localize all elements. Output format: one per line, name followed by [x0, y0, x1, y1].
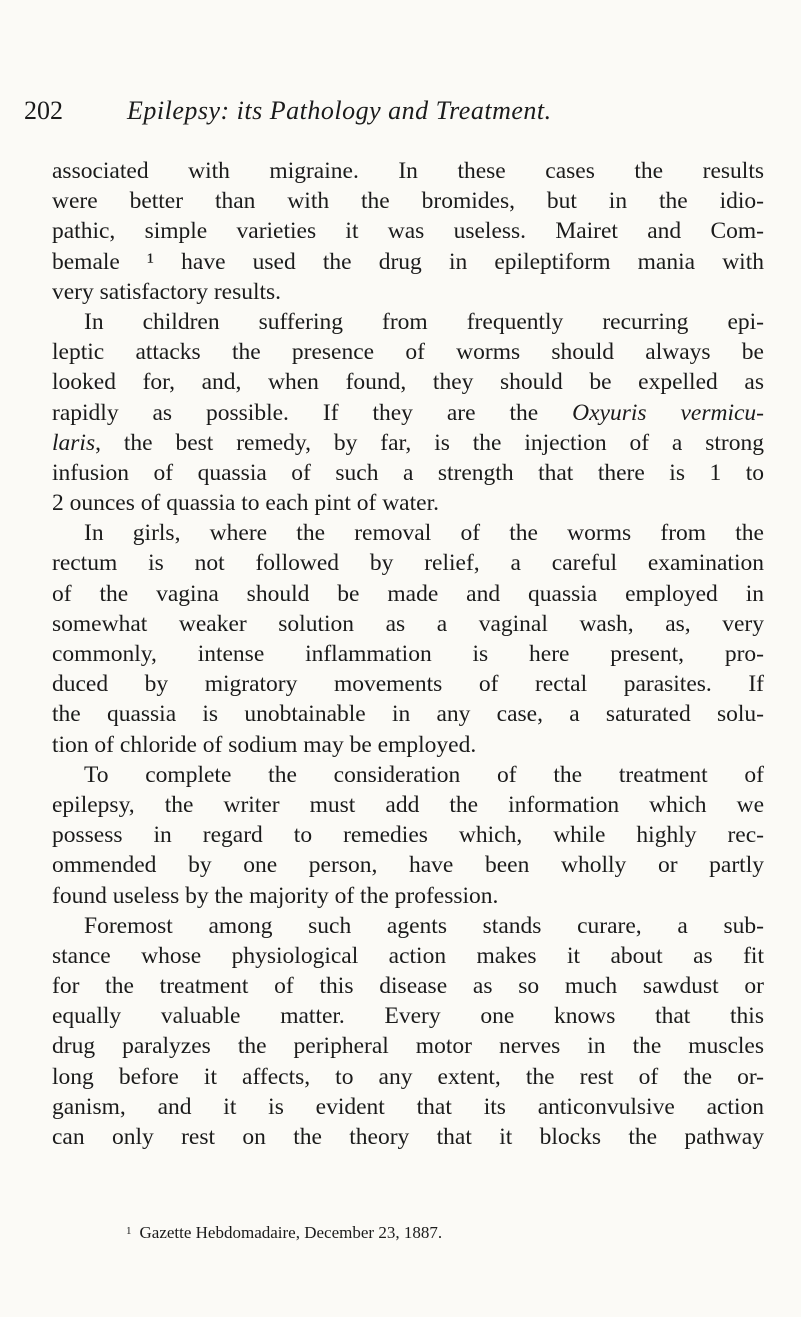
text-line: To complete the consideration of the treatment of — [84, 761, 764, 788]
footnote-marker: 1 — [126, 1225, 132, 1237]
text-line: rectum is not followed by relief, a careful examination — [52, 550, 764, 577]
text-line: found useless by the majority of the profession. — [52, 882, 499, 909]
running-title: Epilepsy: its Pathology and Treatment. — [127, 96, 552, 125]
text-line: ganism, and it is evident that its anticonvulsive action — [52, 1093, 764, 1120]
text-line: duced by migratory movements of rectal parasites. If — [52, 671, 764, 698]
text-line: the quassia is unobtainable in any case, a saturated solu- — [52, 701, 764, 728]
text-line: for the treatment of this disease as so much sawdust or — [52, 973, 764, 1000]
text-line: laris, the best remedy, by far, is the injection of a strong — [52, 429, 764, 456]
footnote — [126, 1223, 442, 1243]
text-line: pathic, simple varieties it was useless. Mairet and Com- — [52, 218, 764, 245]
text-line: rapidly as possible. If they are the Oxyuris vermicu- — [52, 399, 764, 426]
text-line: In children suffering from frequently recurring epi- — [84, 308, 764, 335]
text-line: of the vagina should be made and quassia employed in — [52, 580, 764, 607]
text-line: 2 ounces of quassia to each pint of water. — [52, 490, 439, 517]
body-text — [52, 156, 764, 1152]
text-line: In girls, where the removal of the worms from the — [84, 520, 764, 547]
text-line: can only rest on the theory that it blocks the pathway — [52, 1124, 764, 1150]
text-line: leptic attacks the presence of worms should always be — [52, 339, 764, 366]
text-line: stance whose physiological action makes it about as fit — [52, 942, 764, 969]
text-line: commonly, intense inflammation is here present, pro- — [52, 641, 764, 667]
text-line: tion of chloride of sodium may be employed. — [52, 731, 477, 758]
text-line: long before it affects, to any extent, the rest of the or- — [52, 1063, 764, 1090]
text-line: ommended by one person, have been wholly or partly — [52, 852, 764, 879]
text-line: very satisfactory results. — [52, 278, 282, 305]
text-line: somewhat weaker solution as a vaginal wash, as, very — [52, 610, 764, 637]
text-line: associated with migraine. In these cases the results — [52, 158, 764, 184]
text-line: were better than with the bromides, but in the idio- — [52, 188, 764, 215]
text-line: looked for, and, when found, they should be expelled as — [52, 369, 764, 396]
page-header — [24, 96, 764, 136]
text-line: infusion of quassia of such a strength that there is 1 to — [52, 459, 764, 486]
text-line: epilepsy, the writer must add the information which we — [52, 791, 764, 818]
text-line: possess in regard to remedies which, while highly rec- — [52, 822, 764, 849]
page-number: 202 — [24, 96, 63, 125]
text-line: drug paralyzes the peripheral motor nerves in the muscles — [52, 1033, 764, 1060]
text-line: bemale ¹ have used the drug in epileptiform mania with — [52, 248, 764, 275]
text-line: Foremost among such agents stands curare, a sub- — [84, 912, 764, 939]
text-line: equally valuable matter. Every one knows that this — [52, 1003, 764, 1030]
footnote-text: Gazette Hebdomadaire, December 23, 1887. — [139, 1223, 443, 1242]
